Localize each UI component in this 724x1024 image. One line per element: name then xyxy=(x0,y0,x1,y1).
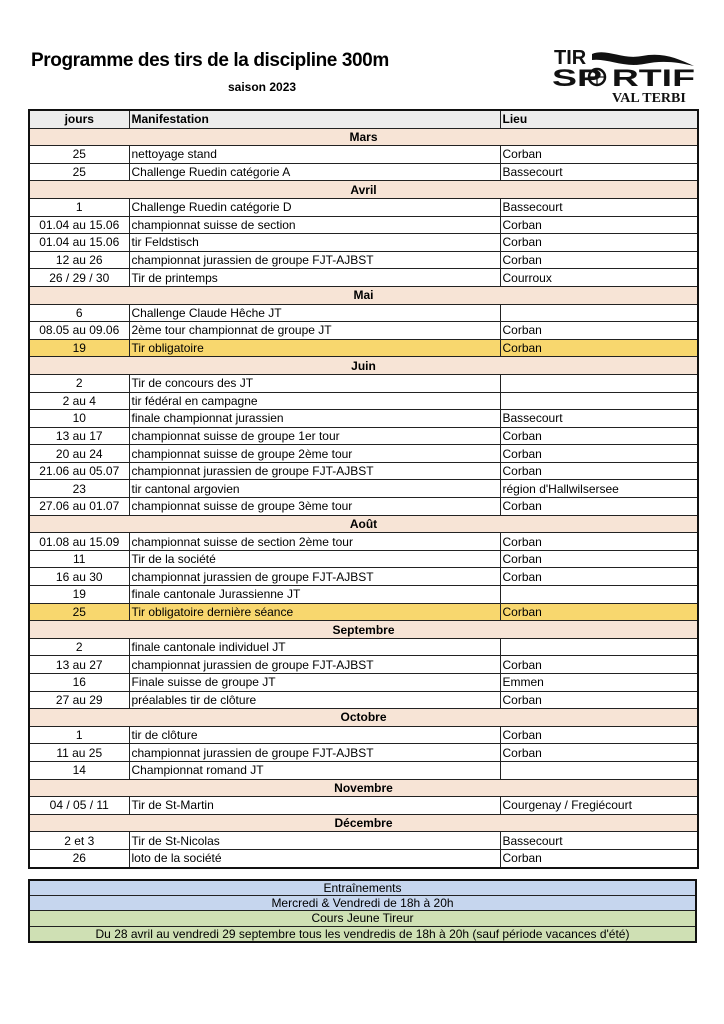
event-location: Corban xyxy=(500,568,698,586)
event-name: nettoyage stand xyxy=(129,146,500,164)
event-days: 16 xyxy=(29,674,129,692)
event-name: finale cantonale individuel JT xyxy=(129,638,500,656)
month-row xyxy=(29,515,698,533)
event-row xyxy=(29,568,698,586)
event-location: Courgenay / Fregiécourt xyxy=(500,797,698,815)
event-location: Corban xyxy=(500,656,698,674)
event-days: 27.06 au 01.07 xyxy=(29,498,129,516)
event-location: Corban xyxy=(500,322,698,340)
event-days: 23 xyxy=(29,480,129,498)
month-name: Novembre xyxy=(29,779,698,797)
column-header-lieu: Lieu xyxy=(500,110,698,128)
event-days: 16 au 30 xyxy=(29,568,129,586)
event-days: 10 xyxy=(29,410,129,428)
event-name: Tir obligatoire xyxy=(129,339,500,357)
month-row xyxy=(29,181,698,199)
event-days: 1 xyxy=(29,726,129,744)
event-location: Courroux xyxy=(500,269,698,287)
event-location: Corban xyxy=(500,216,698,234)
event-row xyxy=(29,550,698,568)
event-location xyxy=(500,761,698,779)
youth-course-title-row xyxy=(29,911,696,926)
event-name: championnat jurassien de groupe FJT-AJBST xyxy=(129,568,500,586)
event-days: 11 au 25 xyxy=(29,744,129,762)
event-row xyxy=(29,533,698,551)
event-days: 1 xyxy=(29,198,129,216)
event-days: 27 au 29 xyxy=(29,691,129,709)
event-location: Corban xyxy=(500,498,698,516)
event-location: région d'Hallwilsersee xyxy=(500,480,698,498)
month-row xyxy=(29,779,698,797)
youth-course-schedule-row xyxy=(29,926,696,942)
event-location xyxy=(500,304,698,322)
event-row-highlighted xyxy=(29,603,698,621)
event-name: tir de clôture xyxy=(129,726,500,744)
month-name: Octobre xyxy=(29,709,698,727)
event-days: 01.08 au 15.09 xyxy=(29,533,129,551)
event-name: tir fédéral en campagne xyxy=(129,392,500,410)
event-name: loto de la société xyxy=(129,849,500,867)
event-location: Corban xyxy=(500,339,698,357)
event-row xyxy=(29,797,698,815)
event-name: Tir de St-Martin xyxy=(129,797,500,815)
event-days: 6 xyxy=(29,304,129,322)
event-days: 13 au 27 xyxy=(29,656,129,674)
month-row xyxy=(29,128,698,146)
event-name: championnat suisse de groupe 1er tour xyxy=(129,427,500,445)
event-days: 11 xyxy=(29,550,129,568)
event-name: préalables tir de clôture xyxy=(129,691,500,709)
event-days: 26 xyxy=(29,849,129,867)
month-name: Juin xyxy=(29,357,698,375)
event-location xyxy=(500,586,698,604)
event-location: Corban xyxy=(500,691,698,709)
event-location: Corban xyxy=(500,445,698,463)
event-row xyxy=(29,322,698,340)
event-location: Corban xyxy=(500,726,698,744)
event-name: championnat jurassien de groupe FJT-AJBST xyxy=(129,744,500,762)
event-row xyxy=(29,216,698,234)
event-name: tir cantonal argovien xyxy=(129,480,500,498)
training-schedule: Mercredi & Vendredi de 18h à 20h xyxy=(29,896,696,911)
month-name: Avril xyxy=(29,181,698,199)
month-row xyxy=(29,286,698,304)
event-name: Challenge Claude Hêche JT xyxy=(129,304,500,322)
event-location: Corban xyxy=(500,234,698,252)
event-name: championnat jurassien de groupe FJT-AJBST xyxy=(129,656,500,674)
month-row xyxy=(29,357,698,375)
event-name: finale championnat jurassien xyxy=(129,410,500,428)
event-days: 19 xyxy=(29,586,129,604)
event-days: 25 xyxy=(29,163,129,181)
event-name: championnat suisse de groupe 2ème tour xyxy=(129,445,500,463)
event-row xyxy=(29,410,698,428)
event-location xyxy=(500,374,698,392)
month-name: Août xyxy=(29,515,698,533)
event-row xyxy=(29,674,698,692)
event-days: 20 au 24 xyxy=(29,445,129,463)
event-days: 13 au 17 xyxy=(29,427,129,445)
event-row xyxy=(29,726,698,744)
event-name: Tir obligatoire dernière séance xyxy=(129,603,500,621)
event-name: Tir de St-Nicolas xyxy=(129,832,500,850)
event-days: 2 xyxy=(29,638,129,656)
event-days: 2 et 3 xyxy=(29,832,129,850)
logo-text-valterbi: VAL TERBI xyxy=(612,91,686,104)
event-name: Championnat romand JT xyxy=(129,761,500,779)
month-row xyxy=(29,709,698,727)
season-subtitle: saison 2023 xyxy=(228,80,297,94)
event-name: Tir de concours des JT xyxy=(129,374,500,392)
event-name: championnat suisse de section 2ème tour xyxy=(129,533,500,551)
event-name: championnat jurassien de groupe FJT-AJBST xyxy=(129,462,500,480)
event-location: Corban xyxy=(500,849,698,867)
event-location: Corban xyxy=(500,533,698,551)
event-days: 12 au 26 xyxy=(29,251,129,269)
logo-text-sportif: SP RTIF xyxy=(552,65,695,92)
event-row xyxy=(29,691,698,709)
event-row xyxy=(29,234,698,252)
event-name: Tir de printemps xyxy=(129,269,500,287)
training-title: Entraînements xyxy=(29,880,696,896)
column-header-manifestation: Manifestation xyxy=(129,110,500,128)
event-name: Tir de la société xyxy=(129,550,500,568)
event-row xyxy=(29,638,698,656)
event-name: championnat jurassien de groupe FJT-AJBST xyxy=(129,251,500,269)
logo-swoosh xyxy=(592,52,694,66)
event-location xyxy=(500,392,698,410)
event-location: Emmen xyxy=(500,674,698,692)
event-days: 01.04 au 15.06 xyxy=(29,216,129,234)
event-row xyxy=(29,374,698,392)
event-row xyxy=(29,744,698,762)
event-row xyxy=(29,761,698,779)
event-row xyxy=(29,251,698,269)
event-location: Corban xyxy=(500,550,698,568)
event-days: 04 / 05 / 11 xyxy=(29,797,129,815)
event-location: Corban xyxy=(500,427,698,445)
month-name: Mai xyxy=(29,286,698,304)
event-days: 26 / 29 / 30 xyxy=(29,269,129,287)
event-row xyxy=(29,269,698,287)
event-row xyxy=(29,304,698,322)
event-row xyxy=(29,163,698,181)
event-days: 21.06 au 05.07 xyxy=(29,462,129,480)
logo-text-tir: TIR xyxy=(554,47,587,69)
event-row xyxy=(29,462,698,480)
event-location: Bassecourt xyxy=(500,198,698,216)
event-location: Corban xyxy=(500,251,698,269)
event-row xyxy=(29,480,698,498)
event-row xyxy=(29,392,698,410)
event-days: 2 au 4 xyxy=(29,392,129,410)
event-location: Bassecourt xyxy=(500,163,698,181)
training-info-table xyxy=(28,879,697,943)
event-row xyxy=(29,832,698,850)
event-row xyxy=(29,427,698,445)
event-row xyxy=(29,198,698,216)
event-name: finale cantonale Jurassienne JT xyxy=(129,586,500,604)
event-row xyxy=(29,586,698,604)
column-header-jours: jours xyxy=(29,110,129,128)
month-row xyxy=(29,814,698,832)
event-name: Challenge Ruedin catégorie A xyxy=(129,163,500,181)
event-days: 14 xyxy=(29,761,129,779)
event-days: 08.05 au 09.06 xyxy=(29,322,129,340)
event-location: Corban xyxy=(500,146,698,164)
event-row xyxy=(29,445,698,463)
training-schedule-row xyxy=(29,896,696,911)
event-name: 2ème tour championnat de groupe JT xyxy=(129,322,500,340)
event-row xyxy=(29,849,698,867)
event-row xyxy=(29,146,698,164)
event-location: Bassecourt xyxy=(500,410,698,428)
event-location xyxy=(500,638,698,656)
month-name: Septembre xyxy=(29,621,698,639)
youth-course-title: Cours Jeune Tireur xyxy=(29,911,696,926)
event-days: 2 xyxy=(29,374,129,392)
event-location: Corban xyxy=(500,744,698,762)
table-header-row xyxy=(29,110,698,128)
event-days: 01.04 au 15.06 xyxy=(29,234,129,252)
event-location: Corban xyxy=(500,603,698,621)
event-days: 25 xyxy=(29,146,129,164)
youth-course-schedule: Du 28 avril au vendredi 29 septembre tous les vendredis de 18h à 20h (sauf période vacances d'été) xyxy=(29,926,696,942)
month-name: Décembre xyxy=(29,814,698,832)
event-row xyxy=(29,498,698,516)
program-table xyxy=(28,109,699,869)
training-title-row xyxy=(29,880,696,896)
month-name: Mars xyxy=(29,128,698,146)
event-days: 19 xyxy=(29,339,129,357)
event-row xyxy=(29,656,698,674)
event-name: championnat suisse de section xyxy=(129,216,500,234)
event-name: Challenge Ruedin catégorie D xyxy=(129,198,500,216)
program-table-body xyxy=(29,128,698,867)
event-days: 25 xyxy=(29,603,129,621)
event-name: Finale suisse de groupe JT xyxy=(129,674,500,692)
event-name: championnat suisse de groupe 3ème tour xyxy=(129,498,500,516)
page-title: Programme des tirs de la discipline 300m xyxy=(31,50,389,71)
event-name: tir Feldstisch xyxy=(129,234,500,252)
event-row-highlighted xyxy=(29,339,698,357)
event-location: Bassecourt xyxy=(500,832,698,850)
month-row xyxy=(29,621,698,639)
tir-sportif-logo xyxy=(552,46,697,104)
event-location: Corban xyxy=(500,462,698,480)
